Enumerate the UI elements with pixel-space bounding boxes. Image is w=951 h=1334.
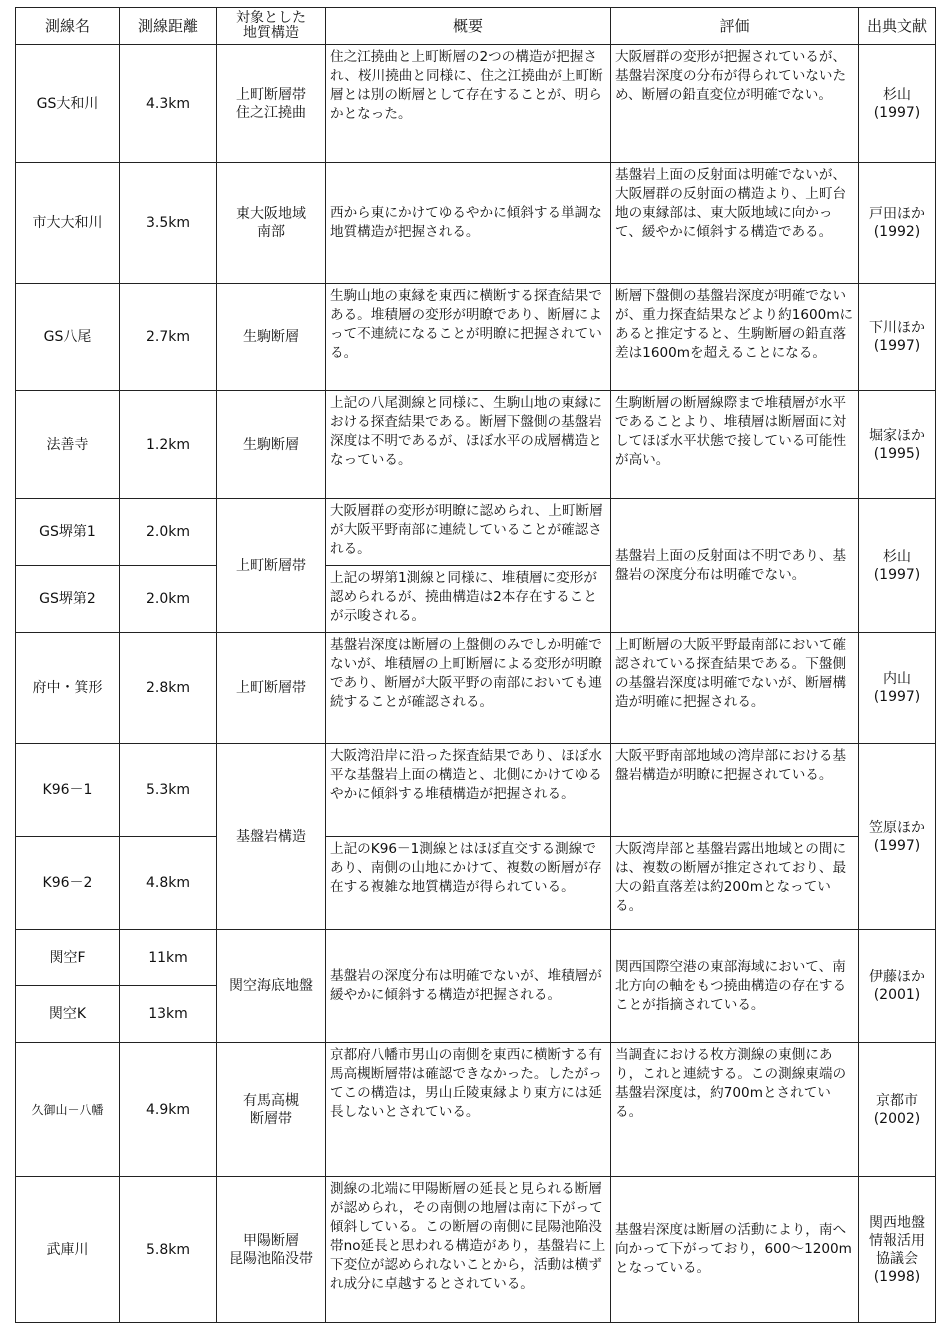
evaluation-cell: 基盤岩上面の反射面は明確でないが、大阪層群の反射面の構造より、上町台地の東縁部は、東大阪地域に向かって、緩やかに傾斜する構造である。 (611, 163, 859, 284)
line-name-cell: 市大大和川 (16, 163, 120, 284)
source-cell: 関西地盤 情報活用 協議会 (1998) (859, 1177, 936, 1323)
target-cell: 生駒断層 (217, 391, 326, 499)
summary-cell: 西から東にかけてゆるやかに傾斜する単調な地質構造が把握される。 (326, 163, 611, 284)
summary-cell: 大阪湾沿岸に沿った探査結果であり、ほぼ水平な基盤岩上面の構造と、北側にかけてゆるやかに傾斜する堆積構造が把握される。 (326, 744, 611, 837)
distance-cell: 3.5km (120, 163, 217, 284)
header-line-name: 測線名 (16, 8, 120, 45)
summary-cell: 住之江撓曲と上町断層の2つの構造が把握され、桜川撓曲と同様に、住之江撓曲が上町断層とは別の断層として存在することが、明らかとなった。 (326, 45, 611, 163)
table-row (16, 633, 936, 744)
source-cell: 内山 (1997) (859, 633, 936, 744)
summary-cell: 上記の堺第1測線と同様に、堆積層に変形が認められるが、撓曲構造は2本存在することが示唆される。 (326, 566, 611, 633)
evaluation-cell: 当調査における枚方測線の東側にあり，これと連続する。この測線東端の基盤岩深度は，約700mとされている。 (611, 1043, 859, 1177)
line-name-cell: 法善寺 (16, 391, 120, 499)
summary-cell: 基盤岩深度は断層の上盤側のみでしか明確でないが、堆積層の上町断層による変形が明瞭であり、断層が大阪平野の南部においても連続することが確認される。 (326, 633, 611, 744)
summary-cell: 上記の八尾測線と同様に、生駒山地の東縁における探査結果である。断層下盤側の基盤岩深度は不明であるが、ほぼ水平の成層構造となっている。 (326, 391, 611, 499)
summary-cell: 大阪層群の変形が明瞭に認められ、上町断層が大阪平野南部に連続していることが確認される。 (326, 499, 611, 566)
table-row (16, 284, 936, 391)
source-cell: 伊藤ほか (2001) (859, 930, 936, 1043)
target-cell: 関空海底地盤 (217, 930, 326, 1043)
table-row (16, 744, 936, 837)
target-cell: 上町断層帯 (217, 499, 326, 633)
header-source: 出典文献 (859, 8, 936, 45)
distance-cell: 4.3km (120, 45, 217, 163)
summary-cell: 上記のK96－1測線とはほぼ直交する測線であり、南側の山地にかけて、複数の断層が存在する複雑な地質構造が得られている。 (326, 837, 611, 930)
evaluation-cell: 関西国際空港の東部海域において、南北方向の軸をもつ撓曲構造の存在することが指摘されている。 (611, 930, 859, 1043)
evaluation-cell: 基盤岩上面の反射面は不明であり、基盤岩の深度分布は明確でない。 (611, 499, 859, 633)
evaluation-cell: 生駒断層の断層線際まで堆積層が水平であることより、堆積層は断層面に対してほぼ水平状態で接している可能性が高い。 (611, 391, 859, 499)
evaluation-cell: 基盤岩深度は断層の活動により，南へ向かって下がっており，600～1200mとなっている。 (611, 1177, 859, 1323)
evaluation-cell: 上町断層の大阪平野最南部において確認されている探査結果である。下盤側の基盤岩深度は明確でないが、断層構造が明確に把握される。 (611, 633, 859, 744)
table-row (16, 1177, 936, 1323)
target-cell: 基盤岩構造 (217, 744, 326, 930)
distance-cell: 5.3km (120, 744, 217, 837)
distance-cell: 4.9km (120, 1043, 217, 1177)
line-name-cell: GS堺第2 (16, 566, 120, 633)
source-cell: 笠原ほか (1997) (859, 744, 936, 930)
distance-cell: 13km (120, 986, 217, 1043)
table-row (16, 837, 936, 930)
table-row (16, 499, 936, 566)
target-cell: 生駒断層 (217, 284, 326, 391)
distance-cell: 5.8km (120, 1177, 217, 1323)
source-cell: 戸田ほか (1992) (859, 163, 936, 284)
table-row (16, 930, 936, 986)
source-cell: 下川ほか (1997) (859, 284, 936, 391)
line-name-cell: 武庫川 (16, 1177, 120, 1323)
target-cell: 上町断層帯 住之江撓曲 (217, 45, 326, 163)
summary-cell: 基盤岩の深度分布は明確でないが、堆積層が緩やかに傾斜する構造が把握される。 (326, 930, 611, 1043)
distance-cell: 4.8km (120, 837, 217, 930)
evaluation-cell: 断層下盤側の基盤岩深度が明確でないが、重力探査結果などより約1600mにあると推定すると、生駒断層の鉛直落差は1600mを超えることになる。 (611, 284, 859, 391)
table-row (16, 163, 936, 284)
table-row (16, 391, 936, 499)
header-target: 対象とした 地質構造 (217, 8, 326, 45)
summary-cell: 京都府八幡市男山の南側を東西に横断する有馬高槻断層帯は確認できなかった。したがってこの構造は，男山丘陵東縁より東方には延長しないとされている。 (326, 1043, 611, 1177)
distance-cell: 2.8km (120, 633, 217, 744)
source-cell: 杉山 (1997) (859, 45, 936, 163)
evaluation-cell: 大阪平野南部地域の湾岸部における基盤岩構造が明瞭に把握されている。 (611, 744, 859, 837)
distance-cell: 11km (120, 930, 217, 986)
distance-cell: 2.7km (120, 284, 217, 391)
evaluation-cell: 大阪層群の変形が把握されているが、基盤岩深度の分布が得られていないため、断層の鉛直変位が明確でない。 (611, 45, 859, 163)
line-name-cell: K96－2 (16, 837, 120, 930)
line-name-cell: K96－1 (16, 744, 120, 837)
target-cell: 東大阪地域 南部 (217, 163, 326, 284)
distance-cell: 2.0km (120, 499, 217, 566)
line-name-cell: 府中・箕形 (16, 633, 120, 744)
evaluation-cell: 大阪湾岸部と基盤岩露出地域との間には、複数の断層が推定されており、最大の鉛直落差は約200mとなっている。 (611, 837, 859, 930)
target-cell: 甲陽断層 昆陽池陥没帯 (217, 1177, 326, 1323)
distance-cell: 2.0km (120, 566, 217, 633)
line-name-cell: 久御山－八幡 (16, 1043, 120, 1177)
source-cell: 京都市 (2002) (859, 1043, 936, 1177)
line-name-cell: GS八尾 (16, 284, 120, 391)
header-evaluation: 評価 (611, 8, 859, 45)
distance-cell: 1.2km (120, 391, 217, 499)
source-cell: 堀家ほか (1995) (859, 391, 936, 499)
header-distance: 測線距離 (120, 8, 217, 45)
geological-survey-table-page (15, 7, 935, 1325)
line-name-cell: 関空K (16, 986, 120, 1043)
header-row (16, 8, 936, 45)
survey-lines-table (15, 7, 936, 1323)
table-row (16, 45, 936, 163)
line-name-cell: GS堺第1 (16, 499, 120, 566)
target-cell: 有馬高槻 断層帯 (217, 1043, 326, 1177)
header-summary: 概要 (326, 8, 611, 45)
line-name-cell: GS大和川 (16, 45, 120, 163)
line-name-cell: 関空F (16, 930, 120, 986)
summary-cell: 測線の北端に甲陽断層の延長と見られる断層が認められ，その南側の地層は南に下がって傾斜している。この断層の南側に昆陽池陥没帯no延長と思われる構造があり，基盤岩に上下変位が認められないことから，活動は横ずれ成分に卓越するとされている。 (326, 1177, 611, 1323)
table-row (16, 1043, 936, 1177)
source-cell: 杉山 (1997) (859, 499, 936, 633)
target-cell: 上町断層帯 (217, 633, 326, 744)
summary-cell: 生駒山地の東縁を東西に横断する探査結果である。堆積層の変形が明瞭であり、断層によって不連続になることが明瞭に把握されている。 (326, 284, 611, 391)
